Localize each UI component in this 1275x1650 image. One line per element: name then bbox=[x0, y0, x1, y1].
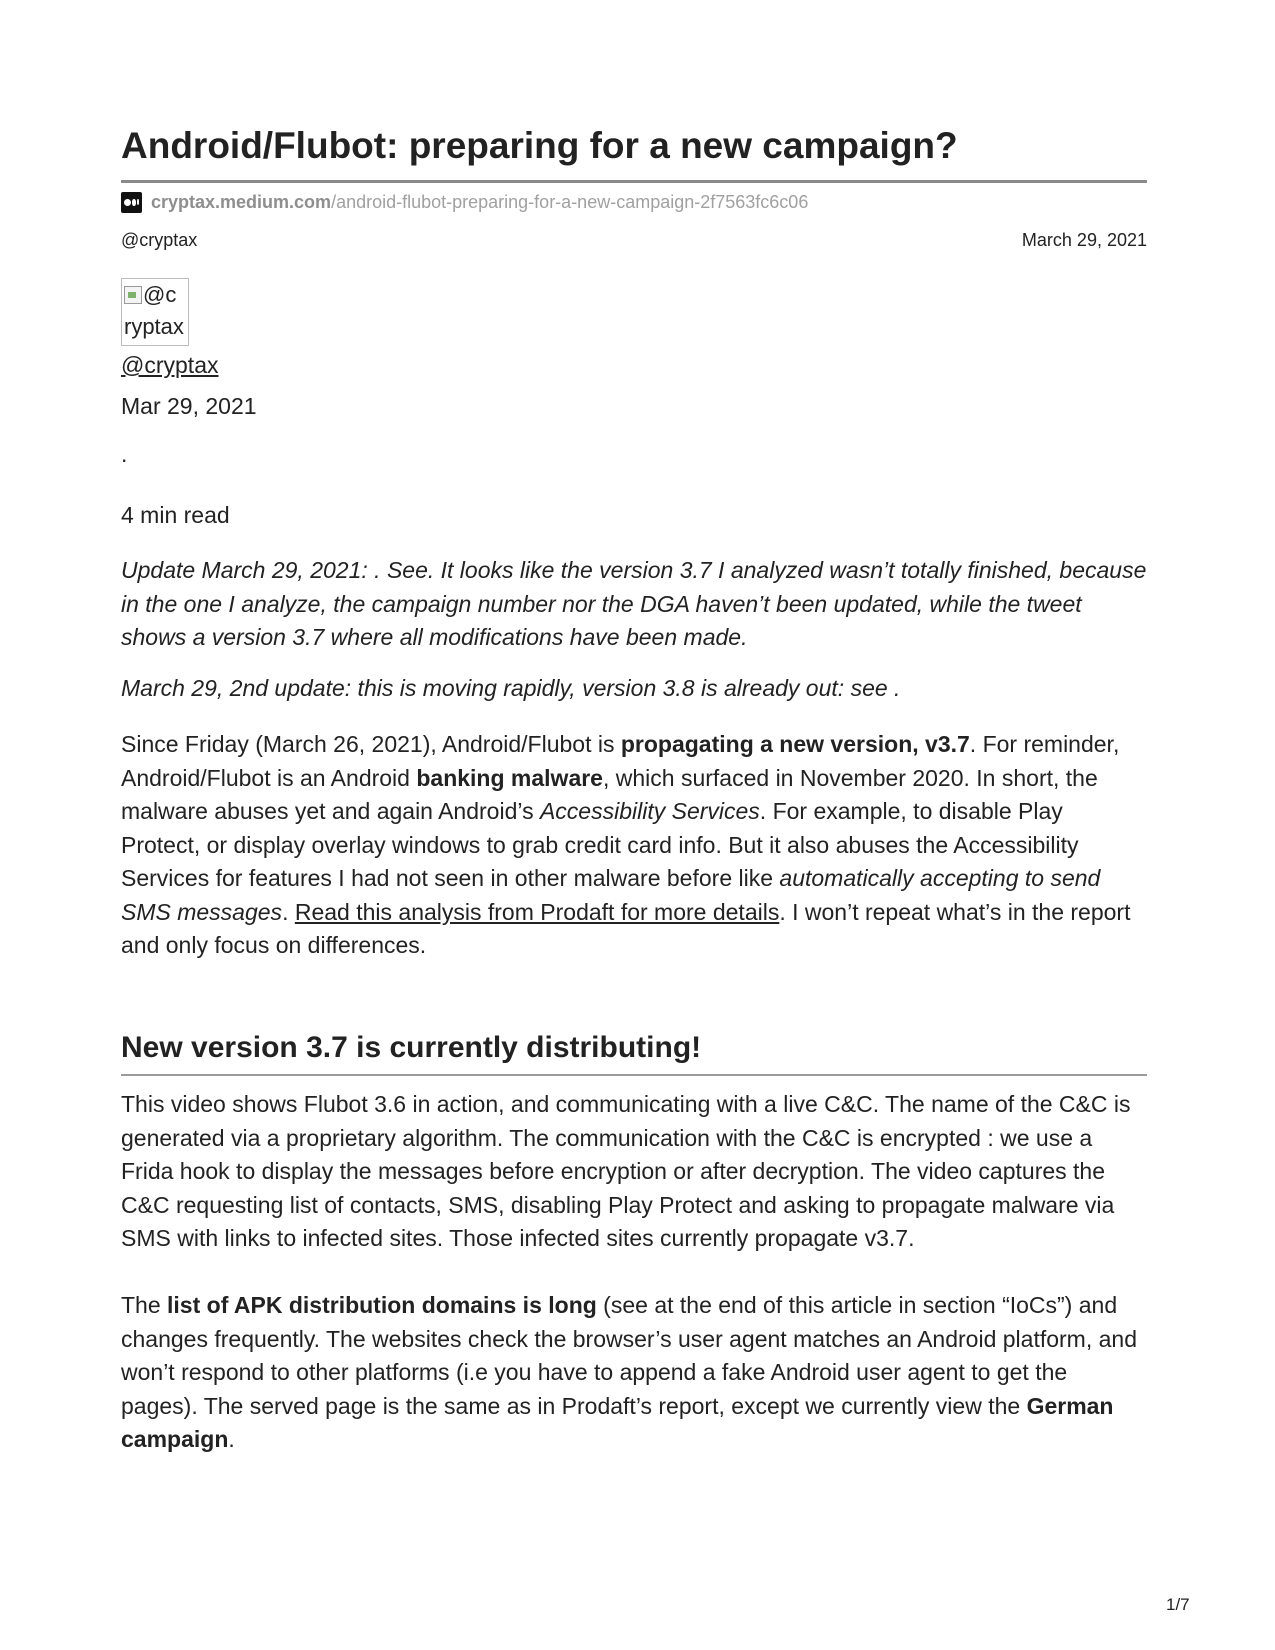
separator-dot: . bbox=[121, 441, 128, 467]
source-path: /android-flubot-preparing-for-a-new-campaign-2f7563fc6c06 bbox=[331, 191, 809, 212]
section-paragraph-2: The list of APK distribution domains is long (see at the end of this article in section “IoCs”) and changes frequently. The websites check the browser’s user agent matches an Android platform, and won’t respond to other platforms (i.e you have to append a fake Android user agent to get the pages). The served page is the same as in Prodaft’s report, except we currently view the German campaign. bbox=[121, 1292, 1137, 1452]
section-heading: New version 3.7 is currently distributing! bbox=[121, 1031, 702, 1064]
avatar-alt-text-1: @c bbox=[143, 282, 177, 307]
broken-image-icon bbox=[124, 286, 142, 304]
source-domain: cryptax.medium.com bbox=[151, 191, 332, 212]
section-divider bbox=[121, 1074, 1147, 1076]
meta-author: @cryptax bbox=[121, 230, 198, 250]
author-link[interactable]: @cryptax bbox=[121, 352, 219, 378]
avatar[interactable] bbox=[121, 278, 189, 346]
intro-paragraph: Since Friday (March 26, 2021), Android/Flubot is propagating a new version, v3.7. For reminder, Android/Flubot is an Android banking malware, which surfaced in November 2020. In short, the malware abuses yet and again Android’s Accessibility Services. For example, to disable Play Protect, or display overlay windows to grab credit card info. But it also abuses the Accessibility Services for features I had not seen in other malware before like automatically accepting to send SMS messages. Read this analysis from Prodaft for more details. I won’t repeat what’s in the report and only focus on differences. bbox=[121, 731, 1131, 958]
avatar-alt-text-2: ryptax bbox=[124, 314, 184, 339]
read-time: 4 min read bbox=[121, 502, 230, 528]
update-note-1: Update March 29, 2021: . See. It looks like the version 3.7 I analyzed wasn’t totally finished, because in the one I analyze, the campaign number nor the DGA haven’t been updated, while the tweet shows a version 3.7 where all modifications have been made. bbox=[121, 557, 1147, 650]
page-number: 1/7 bbox=[1166, 1595, 1190, 1614]
title-divider bbox=[121, 180, 1147, 183]
source-url[interactable] bbox=[121, 191, 808, 213]
post-date: Mar 29, 2021 bbox=[121, 393, 257, 419]
section-paragraph-1: This video shows Flubot 3.6 in action, and communicating with a live C&C. The name of the C&C is generated via a proprietary algorithm. The communication with the C&C is encrypted : we use a Frida hook to display the messages before encryption or after decryption. The video captures the C&C requesting list of contacts, SMS, disabling Play Protect and asking to propagate malware via SMS with links to infected sites. Those infected sites currently propagate v3.7. bbox=[121, 1091, 1131, 1251]
article-title: Android/Flubot: preparing for a new campaign? bbox=[121, 125, 958, 166]
update-note-2: March 29, 2nd update: this is moving rapidly, version 3.8 is already out: see . bbox=[121, 675, 901, 701]
meta-date: March 29, 2021 bbox=[1021, 230, 1147, 250]
medium-logo-icon bbox=[121, 192, 142, 213]
prodaft-analysis-link[interactable]: Read this analysis from Prodaft for more details bbox=[294, 898, 780, 925]
